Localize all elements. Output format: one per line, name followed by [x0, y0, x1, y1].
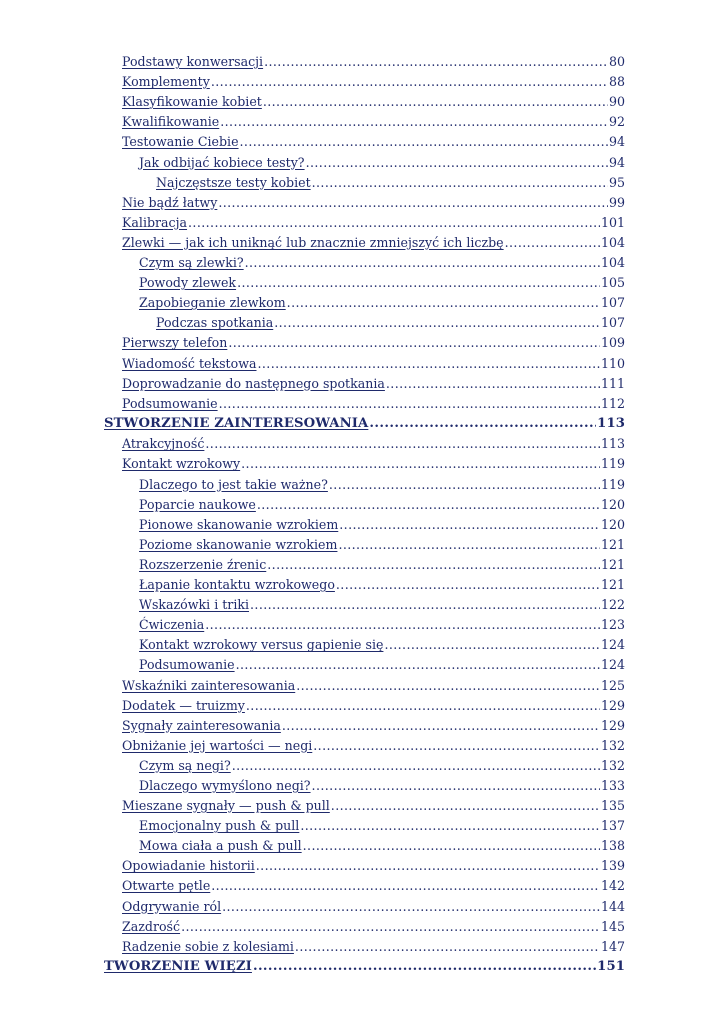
toc-entry-row[interactable] [139, 592, 625, 612]
toc-entry-title[interactable]: Mieszane sygnały — push & pull [122, 798, 330, 814]
toc-dot-leader [218, 195, 608, 210]
toc-dot-leader [236, 657, 600, 672]
toc-entry-title[interactable]: Kontakt wzrokowy [122, 456, 241, 472]
toc-page-number[interactable]: 109 [600, 335, 625, 351]
toc-page-number[interactable]: 95 [608, 174, 625, 190]
toc-entry-row[interactable] [139, 471, 625, 491]
toc-page-number[interactable]: 105 [600, 275, 625, 291]
toc-dot-leader [282, 718, 600, 733]
toc-page-number[interactable]: 142 [600, 878, 625, 894]
toc-entry-title[interactable]: Zapobieganie zlewkom [139, 295, 286, 311]
toc-page-number[interactable]: 104 [600, 255, 625, 271]
toc-entry-title[interactable]: Otwarte pętle [122, 878, 211, 894]
toc-dot-leader [256, 858, 600, 873]
toc-entry-title[interactable]: Opowiadanie historii [122, 858, 255, 874]
toc-entry-title[interactable]: Podstawy konwersacji [122, 54, 264, 70]
toc-entry-title[interactable]: Pionowe skanowanie wzrokiem [139, 516, 339, 532]
toc-entry-row[interactable] [139, 753, 625, 773]
toc-dot-leader [258, 356, 600, 371]
toc-dot-leader [263, 94, 608, 109]
toc-dot-leader [241, 456, 600, 471]
toc-dot-leader [312, 778, 600, 793]
toc-page-number[interactable]: 129 [600, 697, 625, 713]
toc-dot-leader [386, 376, 600, 391]
toc-page-number[interactable]: 137 [600, 818, 625, 834]
toc-dot-leader [222, 899, 600, 914]
toc-entry-row[interactable] [122, 190, 625, 210]
toc-entry-row[interactable] [122, 713, 625, 733]
toc-entry-row[interactable] [139, 512, 625, 532]
toc-entry-row[interactable] [139, 572, 625, 592]
toc-page-number[interactable]: 120 [600, 516, 625, 532]
toc-dot-leader [253, 959, 596, 974]
toc-dot-leader [211, 878, 600, 893]
toc-dot-leader [267, 557, 600, 572]
toc-page-number[interactable]: 138 [600, 838, 625, 854]
toc-dot-leader [329, 477, 600, 492]
toc-dot-leader [188, 215, 600, 230]
toc-page-number[interactable]: 120 [600, 496, 625, 512]
toc-entry-title[interactable]: Klasyfikowanie kobiet [122, 94, 262, 110]
toc-entry-row[interactable] [122, 69, 625, 89]
toc-page-number[interactable]: 124 [600, 657, 625, 673]
toc-page-number[interactable]: 94 [608, 134, 625, 150]
toc-page-number[interactable]: 121 [600, 556, 625, 572]
toc-entry-row[interactable] [122, 210, 625, 230]
toc-entry-row[interactable] [122, 431, 625, 451]
toc-entry-title[interactable]: Podczas spotkania [156, 315, 274, 331]
toc-entry-title[interactable]: Obniżanie jej wartości — negi [122, 737, 313, 753]
toc-entry-title[interactable]: Wskaźniki zainteresowania [122, 677, 296, 693]
toc-dot-leader [181, 919, 600, 934]
toc-page-number[interactable]: 133 [600, 777, 625, 793]
toc-entry-row[interactable] [139, 813, 625, 833]
toc-dot-leader [246, 698, 600, 713]
toc-page-number[interactable]: 110 [600, 355, 625, 371]
toc-chapter-row[interactable] [104, 954, 625, 975]
toc-page-number[interactable]: 107 [600, 295, 625, 311]
toc-entry-title[interactable]: Dlaczego wymyślono negi? [139, 777, 311, 793]
toc-entry-row[interactable] [139, 632, 625, 652]
toc-dot-leader [287, 295, 600, 310]
toc-dot-leader [250, 597, 600, 612]
toc-page-number[interactable]: 104 [600, 234, 625, 250]
toc-entry-title[interactable]: Jak odbijać kobiece testy? [139, 154, 305, 170]
toc-page-number[interactable]: 122 [600, 597, 625, 613]
toc-entry-row[interactable] [156, 170, 625, 190]
toc-dot-leader [336, 577, 600, 592]
toc-page-number[interactable]: 132 [600, 737, 625, 753]
toc-entry-title[interactable]: Odgrywanie ról [122, 898, 222, 914]
toc-dot-leader [303, 838, 600, 853]
toc-page-number[interactable]: 125 [600, 677, 625, 693]
toc-dot-leader [274, 315, 600, 330]
toc-entry-title[interactable]: Łapanie kontaktu wzrokowego [139, 577, 335, 593]
toc-dot-leader [257, 497, 600, 512]
toc-entry-title[interactable]: Najczęstsze testy kobiet [156, 174, 311, 190]
toc-page-number[interactable]: 113 [597, 416, 625, 432]
toc-page-number[interactable]: 123 [600, 617, 625, 633]
toc-page-number[interactable]: 90 [608, 94, 625, 110]
toc-entry-title[interactable]: Rozszerzenie źrenic [139, 556, 267, 572]
toc-entry-title[interactable]: Pierwszy telefon [122, 335, 228, 351]
toc-entry-title[interactable]: Poparcie naukowe [139, 496, 256, 512]
toc-dot-leader [228, 335, 600, 350]
toc-entry-title[interactable]: Sygnały zainteresowania [122, 717, 281, 733]
toc-entry-row[interactable] [122, 230, 625, 250]
toc-page-number[interactable]: 80 [608, 54, 625, 70]
toc-entry-title[interactable]: Testowanie Ciebie [122, 134, 239, 150]
toc-page-number[interactable]: 94 [608, 154, 625, 170]
toc-entry-title[interactable]: Kontakt wzrokowy versus gapienie się [139, 637, 384, 653]
toc-page-number[interactable]: 129 [600, 717, 625, 733]
toc-entry-row[interactable] [139, 833, 625, 853]
toc-page-number[interactable]: 119 [600, 456, 625, 472]
toc-entry-row[interactable] [122, 89, 625, 109]
toc-entry-title[interactable]: Poziome skanowanie wzrokiem [139, 536, 338, 552]
toc-entry-title[interactable]: Atrakcyjność [122, 436, 205, 452]
toc-dot-leader [232, 758, 600, 773]
toc-dot-leader [240, 134, 608, 149]
toc-page-number[interactable]: 147 [600, 938, 625, 954]
toc-dot-leader [369, 416, 596, 431]
toc-page-number[interactable]: 121 [600, 536, 625, 552]
toc-dot-leader [295, 939, 600, 954]
toc-dot-leader [331, 798, 600, 813]
toc-page-number[interactable]: 119 [600, 476, 625, 492]
toc-entry-title[interactable]: Kwalifikowanie [122, 114, 220, 130]
toc-entry-title[interactable]: Zazdrość [122, 918, 181, 934]
toc-entry-row[interactable] [139, 612, 625, 632]
toc-entry-row[interactable] [139, 492, 625, 512]
toc-entry-title[interactable]: Powody zlewek [139, 275, 237, 291]
toc-chapter-row[interactable] [104, 411, 625, 432]
toc-dot-leader [211, 74, 608, 89]
toc-dot-leader [220, 114, 608, 129]
toc-entry-title[interactable]: Ćwiczenia [139, 617, 205, 633]
toc-dot-leader [313, 738, 600, 753]
toc-page-number[interactable]: 107 [600, 315, 625, 331]
toc-entry-row[interactable] [122, 893, 625, 913]
toc-page-number[interactable]: 139 [600, 858, 625, 874]
toc-entry-row[interactable] [156, 310, 625, 330]
toc-entry-row[interactable] [139, 652, 625, 672]
toc-entry-row[interactable] [122, 672, 625, 692]
toc-entry-title[interactable]: Podsumowanie [122, 395, 218, 411]
toc-page-number[interactable]: 132 [600, 757, 625, 773]
toc-page-number[interactable]: 99 [608, 194, 625, 210]
toc-entry-title[interactable]: Kalibracja [122, 214, 188, 230]
toc-entry-row[interactable] [139, 290, 625, 310]
toc-page-number[interactable]: 92 [608, 114, 625, 130]
toc-entry-title[interactable]: Czym są negi? [139, 757, 231, 773]
toc-entry-title[interactable]: Emocjonalny push & pull [139, 818, 300, 834]
toc-dot-leader [300, 818, 600, 833]
toc-entry-row[interactable] [122, 350, 625, 370]
toc-page-number[interactable]: 145 [600, 918, 625, 934]
toc-entry-title[interactable]: Doprowadzanie do następnego spotkania [122, 375, 385, 391]
toc-dot-leader [264, 54, 608, 69]
toc-entry-row[interactable] [122, 330, 625, 350]
toc-page-number[interactable]: 88 [608, 74, 625, 90]
toc-dot-leader [384, 637, 600, 652]
toc-entry-row[interactable] [122, 914, 625, 934]
toc-entry-row[interactable] [122, 391, 625, 411]
toc-dot-leader [205, 436, 600, 451]
toc-page-number[interactable]: 101 [600, 214, 625, 230]
toc-entry-title[interactable]: Komplementy [122, 74, 210, 90]
toc-entry-row[interactable] [122, 109, 625, 129]
toc-entry-row[interactable] [122, 853, 625, 873]
toc-entry-row[interactable] [122, 793, 625, 813]
toc-entry-row[interactable] [122, 49, 625, 69]
toc-entry-row[interactable] [139, 250, 625, 270]
toc-entry-title[interactable]: Czym są zlewki? [139, 255, 244, 271]
toc-dot-leader [219, 396, 600, 411]
toc-page-number[interactable]: 112 [600, 395, 625, 411]
toc-entry-row[interactable] [122, 733, 625, 753]
toc-page-number[interactable]: 144 [600, 898, 625, 914]
toc-entry-title[interactable]: Podsumowanie [139, 657, 235, 673]
toc-entry-title[interactable]: Zlewki — jak ich uniknąć lub znacznie zmniejszyć ich liczbę [122, 234, 504, 250]
toc-dot-leader [312, 175, 608, 190]
toc-entry-row[interactable] [139, 532, 625, 552]
toc-page-number[interactable]: 151 [597, 959, 625, 975]
toc-dot-leader [296, 678, 600, 693]
toc-entry-title[interactable]: Dlaczego to jest takie ważne? [139, 476, 328, 492]
toc-page-number[interactable]: 124 [600, 637, 625, 653]
toc-entry-row[interactable] [122, 873, 625, 893]
toc-dot-leader [205, 617, 600, 632]
toc-entry-title[interactable]: Wskazówki i triki [139, 597, 250, 613]
toc-entry-title[interactable]: Wiadomość tekstowa [122, 355, 257, 371]
toc-entry-row[interactable] [139, 552, 625, 572]
toc-page-number[interactable]: 121 [600, 577, 625, 593]
toc-dot-leader [306, 155, 608, 170]
toc-dot-leader [245, 255, 600, 270]
toc-entry-title[interactable]: Radzenie sobie z kolesiami [122, 938, 294, 954]
toc-page-number[interactable]: 111 [600, 375, 625, 391]
toc-entry-title[interactable]: Mowa ciała a push & pull [139, 838, 302, 854]
toc-entry-title[interactable]: TWORZENIE WIĘZI [104, 959, 252, 975]
toc-page-number[interactable]: 135 [600, 798, 625, 814]
toc-entry-row[interactable] [139, 270, 625, 290]
toc-entry-title[interactable]: Dodatek — truizmy [122, 697, 245, 713]
toc-entry-row[interactable] [122, 451, 625, 471]
toc-entry-row[interactable] [122, 693, 625, 713]
toc-page-number[interactable]: 113 [600, 436, 625, 452]
toc-dot-leader [237, 275, 600, 290]
toc-entry-title[interactable]: Nie bądź łatwy [122, 194, 218, 210]
toc-dot-leader [338, 537, 600, 552]
toc-entry-row[interactable] [122, 129, 625, 149]
toc-entry-row[interactable] [122, 934, 625, 954]
toc-dot-leader [339, 517, 600, 532]
toc-entry-title[interactable]: STWORZENIE ZAINTERESOWANIA [104, 416, 369, 432]
toc-dot-leader [505, 235, 600, 250]
toc-entry-row[interactable] [122, 371, 625, 391]
toc-entry-row[interactable] [139, 773, 625, 793]
toc-entry-row[interactable] [139, 149, 625, 169]
